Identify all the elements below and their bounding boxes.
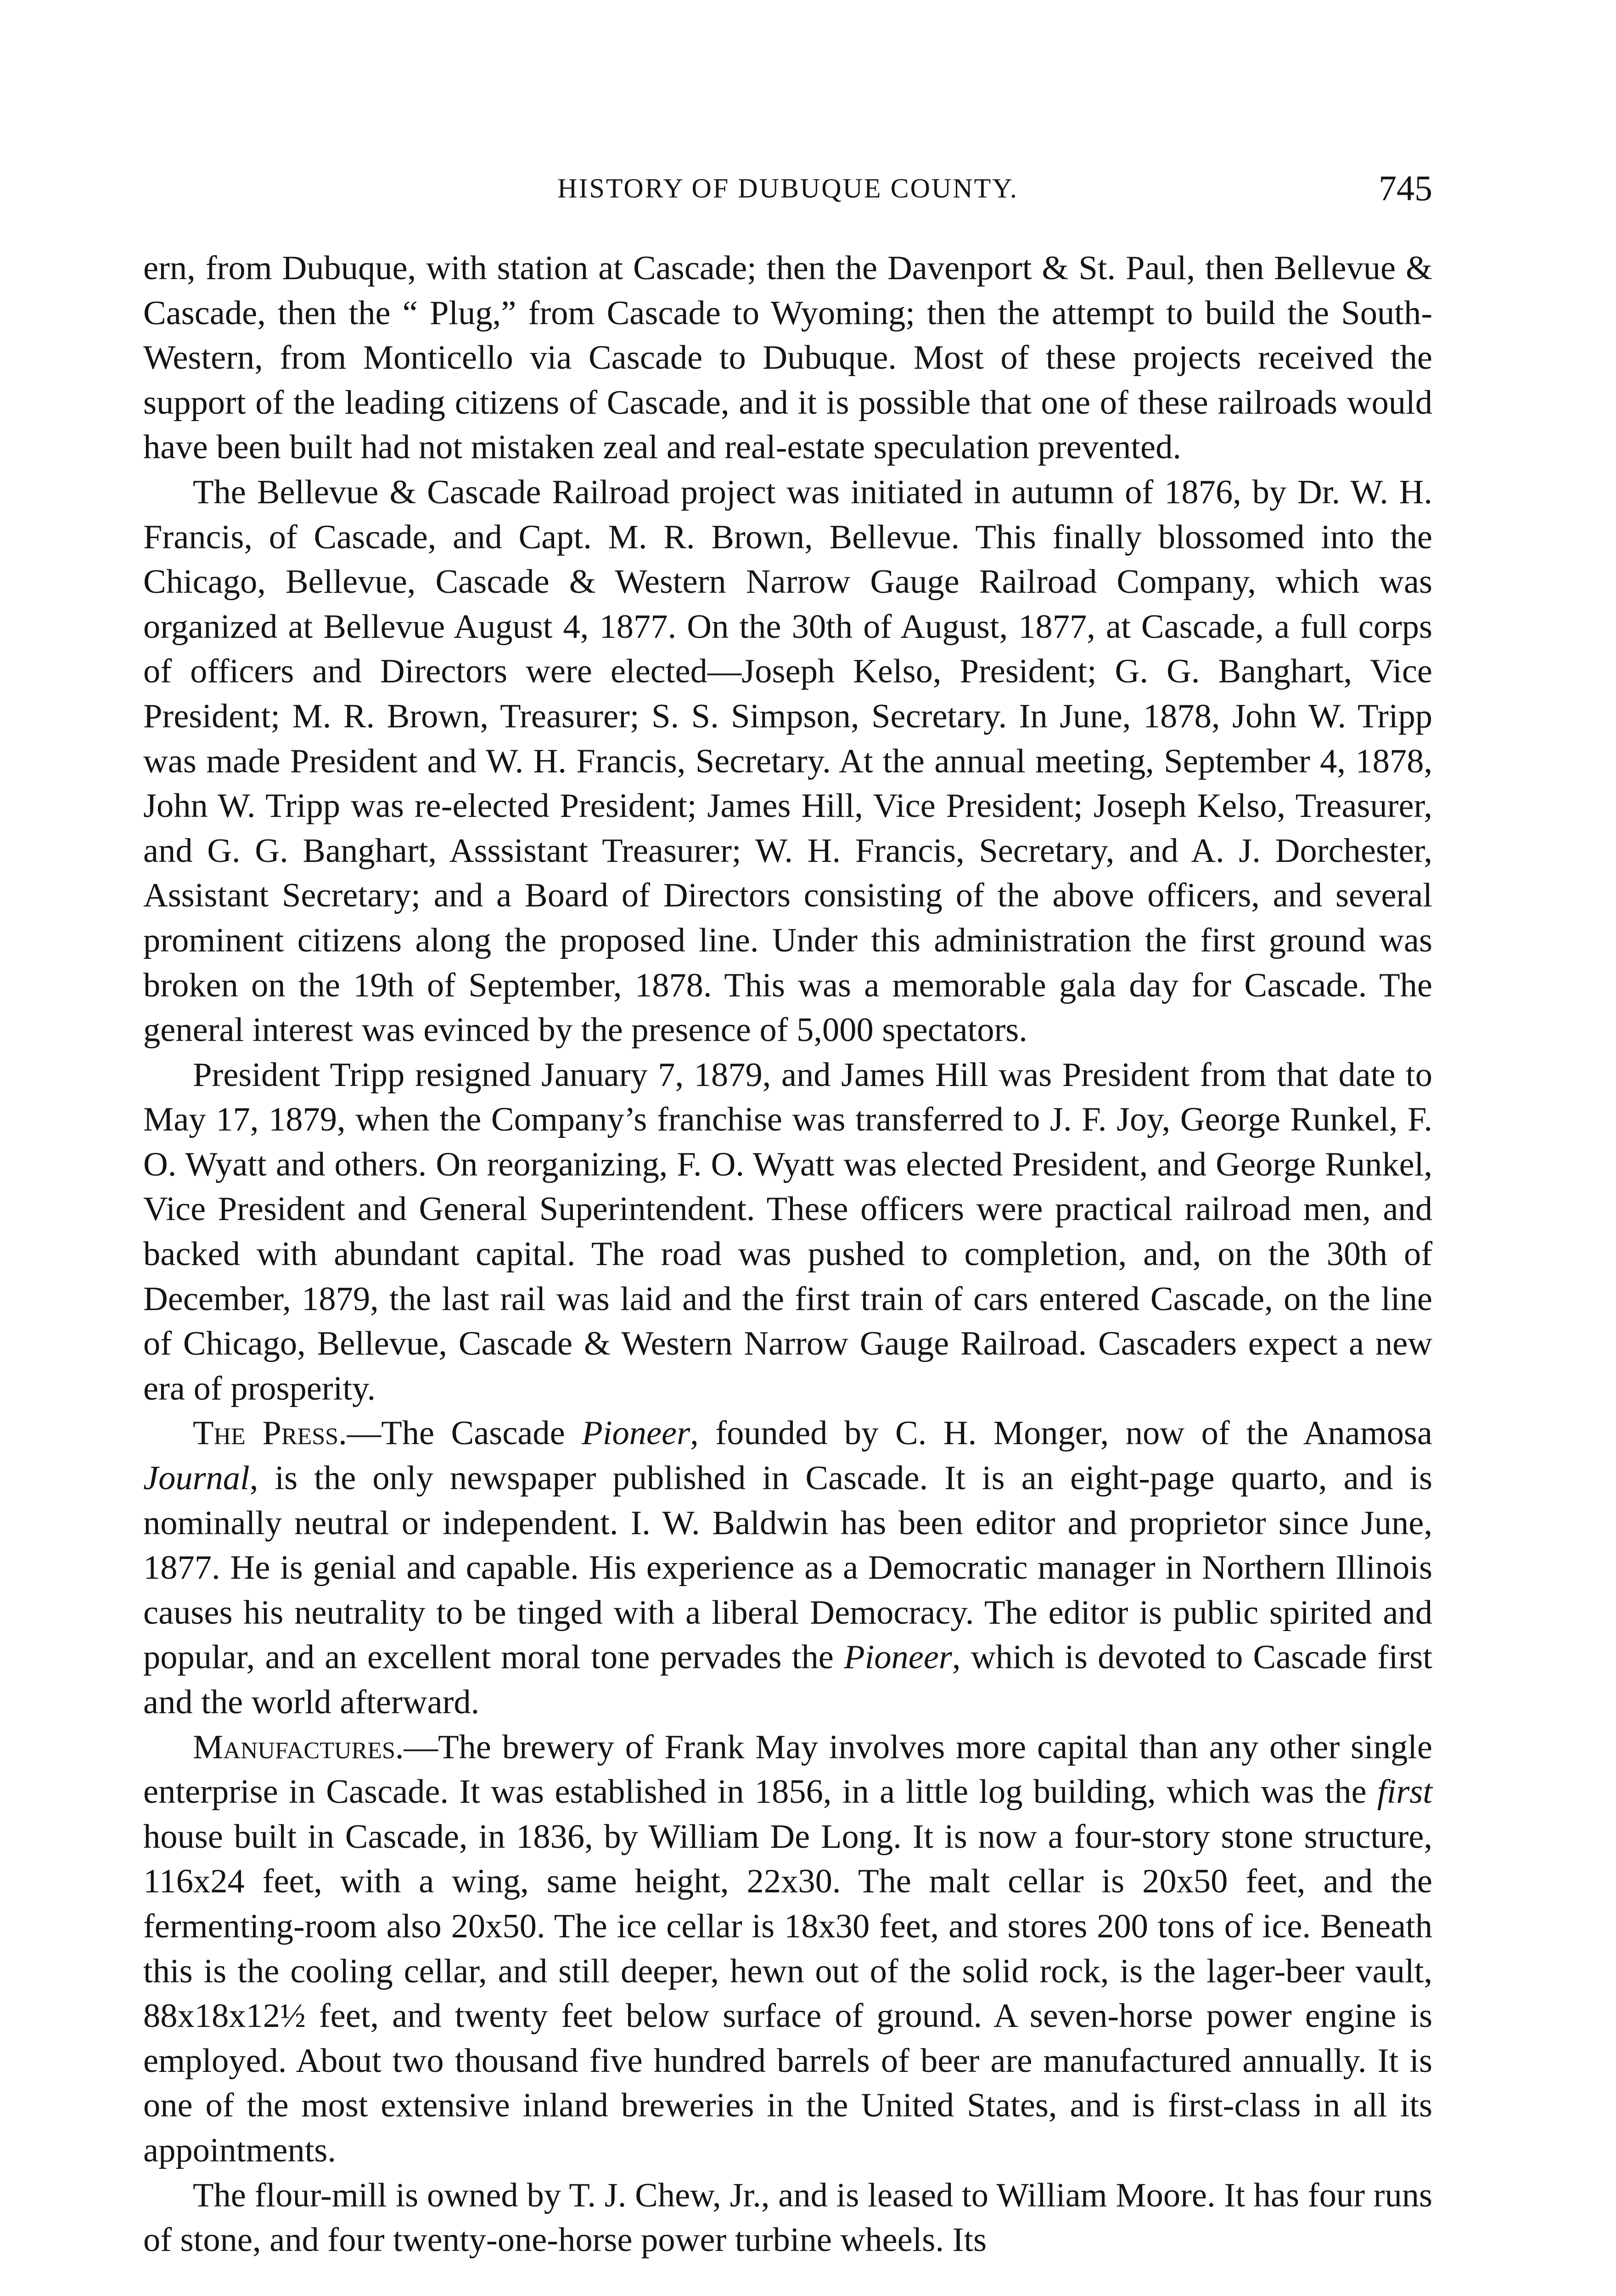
page-number: 745 xyxy=(1379,168,1432,208)
newspaper-title: Pioneer xyxy=(582,1414,690,1452)
running-title: HISTORY OF DUBUQUE COUNTY. xyxy=(557,173,1018,203)
paragraph-flour-mill: The flour-mill is owned by T. J. Chew, Jr., and is leased to William Moore. It has four runs of stone, and four twenty-one-horse power turbine wheels. Its xyxy=(143,2176,1432,2259)
body-text xyxy=(143,246,1432,2263)
section-lead-manufactures: Manufactures. xyxy=(193,1728,404,1766)
paragraph-bellevue-cascade-railroad: The Bellevue & Cascade Railroad project was initiated in autumn of 1876, by Dr. W. H. Francis, of Cascade, and Capt. M. R. Brown, Bellevue. This finally blossomed into the Chicago, Bellevue, Cascade & Western Narrow Gauge Railroad Company, which was organized at Bellevue August 4, 1877. On the 30th of August, 1877, at Cascade, a full corps of officers and Directors were elected—Joseph Kelso, President; G. G. Banghart, Vice President; M. R. Brown, Treasurer; S. S. Simpson, Secretary. In June, 1878, John W. Tripp was made President and W. H. Francis, Secretary. At the annual meeting, September 4, 1878, John W. Tripp was re-elected President; James Hill, Vice President; Joseph Kelso, Treasurer, and G. G. Banghart, Asssistant Treasurer; W. H. Francis, Secretary, and A. J. Dorchester, Assistant Secretary; and a Board of Directors consisting of the above officers, and several prominent citizens along the proposed line. Under this administration the first ground was broken on the 19th of September, 1878. This was a memorable gala day for Cascade. The general interest was evinced by the presence of 5,000 spectators. xyxy=(143,473,1432,1049)
paragraph-tripp-resignation: President Tripp resigned January 7, 1879, and James Hill was President from that date to May 17, 1879, when the Company’s franchise was transferred to J. F. Joy, George Runkel, F. O. Wyatt and others. On reorganizing, F. O. Wyatt was elected President, and George Runkel, Vice President and General Superintendent. These officers were practical railroad men, and backed with abundant capital. The road was pushed to completion, and, on the 30th of December, 1879, the last rail was laid and the first train of cars entered Cascade, on the line of Chicago, Bellevue, Cascade & Western Narrow Gauge Railroad. Cascaders expect a new era of prosperity. xyxy=(143,1056,1432,1407)
emphasis-first: first xyxy=(1377,1773,1432,1811)
newspaper-title: Pioneer xyxy=(844,1638,952,1677)
paragraph-the-press: The Press.—The Cascade Pioneer, founded by C. H. Monger, now of the Anamosa Journal, is the only newspaper published in Cascade. It is an eight-page quarto, and is nominally neutral or independent. I. W. Baldwin has been editor and proprietor since June, 1877. He is genial and capable. His experience as a Democratic manager in Northern Illinois causes his neutrality to be tinged with a liberal Democracy. The editor is public spirited and popular, and an excellent moral tone pervades the Pioneer, which is devoted to Cascade first and the world afterward. xyxy=(143,1414,1432,1721)
paragraph-manufactures: Manufactures.—The brewery of Frank May involves more capital than any other single enterprise in Cascade. It was established in 1856, in a little log building, which was the first house built in Cascade, in 1836, by William De Long. It is now a four-story stone structure, 116x24 feet, with a wing, same height, 22x30. The malt cellar is 20x50 feet, and the fermenting-room also 20x50. The ice cellar is 18x30 feet, and stores 200 tons of ice. Beneath this is the cooling cellar, and still deeper, hewn out of the solid rock, is the lager-beer vault, 88x18x12½ feet, and twenty feet below surface of ground. A seven-horse power engine is employed. About two thousand five hundred barrels of beer are manufactured annually. It is one of the most extensive inland breweries in the United States, and is first-class in all its appointments. xyxy=(143,1728,1432,2169)
book-page xyxy=(143,170,1432,2263)
paragraph-railroad-projects: ern, from Dubuque, with station at Cascade; then the Davenport & St. Paul, then Bellevue & Cascade, then the “ Plug,” from Cascade to Wyoming; then the attempt to build the South-Western, from Monticello via Cascade to Dubuque. Most of these projects received the support of the leading citizens of Cascade, and it is possible that one of these railroads would have been built had not mistaken zeal and real-estate speculation prevented. xyxy=(143,249,1432,467)
section-lead-press: The Press. xyxy=(193,1414,347,1452)
running-head xyxy=(143,170,1432,220)
newspaper-title: Journal xyxy=(143,1459,250,1497)
